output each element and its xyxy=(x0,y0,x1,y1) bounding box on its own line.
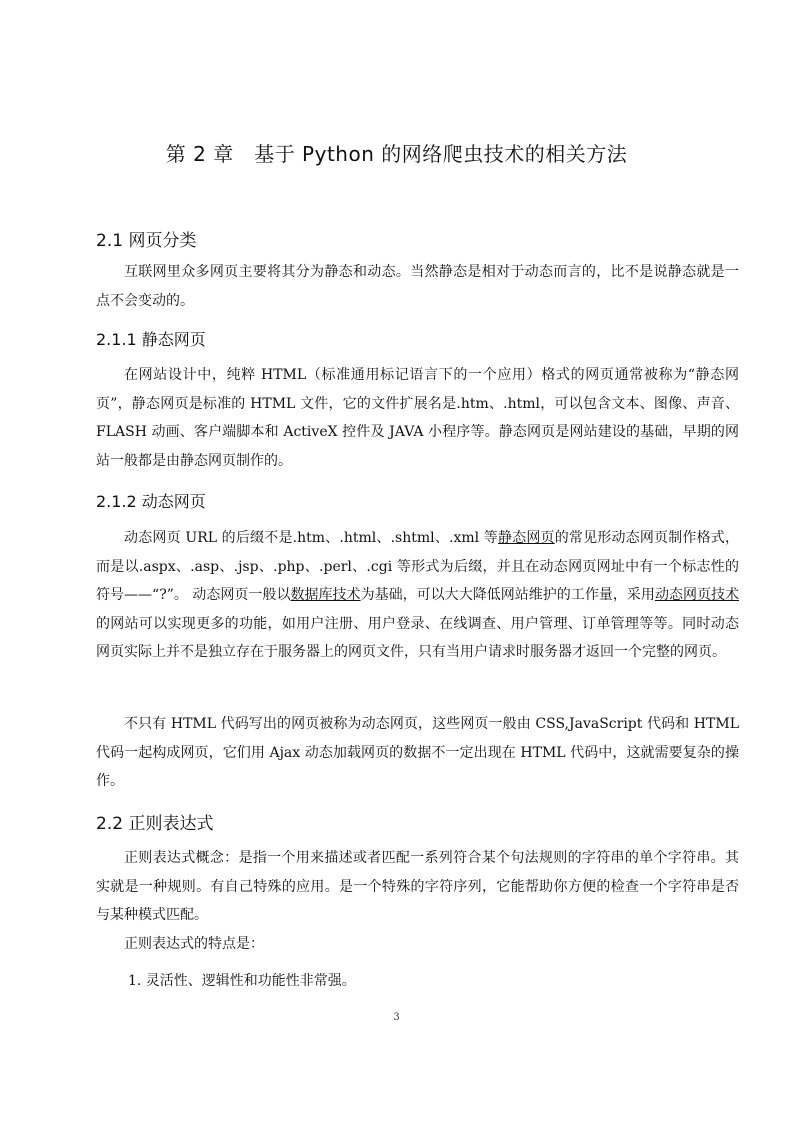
paragraph-regex-concept: 正则表达式概念：是指一个用来描述或者匹配一系列符合某个句法规则的字符串的单个字符串。其实就是一种规则。有自己特殊的应用。是一个特殊的字符序列，它能帮助你方便的检查一个字符串是否与某种模式匹配。 xyxy=(96,850,739,924)
text-run: 的常见形动态网页制作格式，而是以.aspx、.asp、.jsp、.php、.perl、.cgi 等形式为后缀，并且在动态网页网址中有一个标志性的符号——“?”。 动态网页一般以 xyxy=(96,530,740,604)
text-run: 动态网页 URL 的后缀不是.htm、.html、.shtml、.xml 等 xyxy=(124,530,498,546)
page-number: 3 xyxy=(393,1012,400,1023)
chapter-title: 第 2 章 基于 Python 的网络爬虫技术的相关方法 xyxy=(165,142,628,166)
paragraph-dynamic-pages xyxy=(96,524,739,667)
section-heading-2-1-1: 2.1.1 静态网页 xyxy=(96,330,206,349)
text-run: 的网站可以实现更多的功能，如用户注册、用户登录、在线调查、用户管理、订单管理等等。同时动态网页实际上并不是独立存在于服务器上的网页文件，只有当用户请求时服务器才返回一个完整的网页。 xyxy=(96,615,739,661)
section-heading-2-1-2: 2.1.2 动态网页 xyxy=(96,492,206,511)
paragraph-static-pages: 在网站设计中，纯粹 HTML（标准通用标记语言下的一个应用）格式的网页通常被称为“静态网页”，静态网页是标准的 HTML 文件，它的文件扩展名是.htm、.html，可以包含文本、图像、声音、FLASH 动画、客户端脚本和 ActiveX 控件及 JAVA 小程序等。静态网页是网站建设的基础，早期的网站一般都是由静态网页制作的。 xyxy=(96,367,739,469)
paragraph-web-classification: 互联网里众多网页主要将其分为静态和动态。当然静态是相对于动态而言的，比不是说静态就是一点不会变动的。 xyxy=(96,264,739,309)
list-item-1: 1. 灵活性、逻辑性和功能性非常强。 xyxy=(128,973,356,989)
link-dynamic-web-technology[interactable]: 动态网页技术 xyxy=(654,587,740,604)
paragraph-dynamic-pages-ajax: 不只有 HTML 代码写出的网页被称为动态网页，这些网页一般由 CSS,JavaScript 代码和 HTML 代码一起构成网页，它们用 Ajax 动态加载网页的数据不一定出现在 HTML 代码中，这就需要复杂的操作。 xyxy=(96,716,739,790)
paragraph-regex-features-intro: 正则表达式的特点是： xyxy=(124,936,264,952)
link-database-technology[interactable]: 数据库技术 xyxy=(290,587,361,604)
section-heading-2-1: 2.1 网页分类 xyxy=(96,231,197,251)
link-static-pages[interactable]: 静态网页 xyxy=(497,530,555,546)
section-heading-2-2: 2.2 正则表达式 xyxy=(96,814,214,834)
text-run: 为基础，可以大大降低网站维护的工作量，采用 xyxy=(360,587,655,604)
